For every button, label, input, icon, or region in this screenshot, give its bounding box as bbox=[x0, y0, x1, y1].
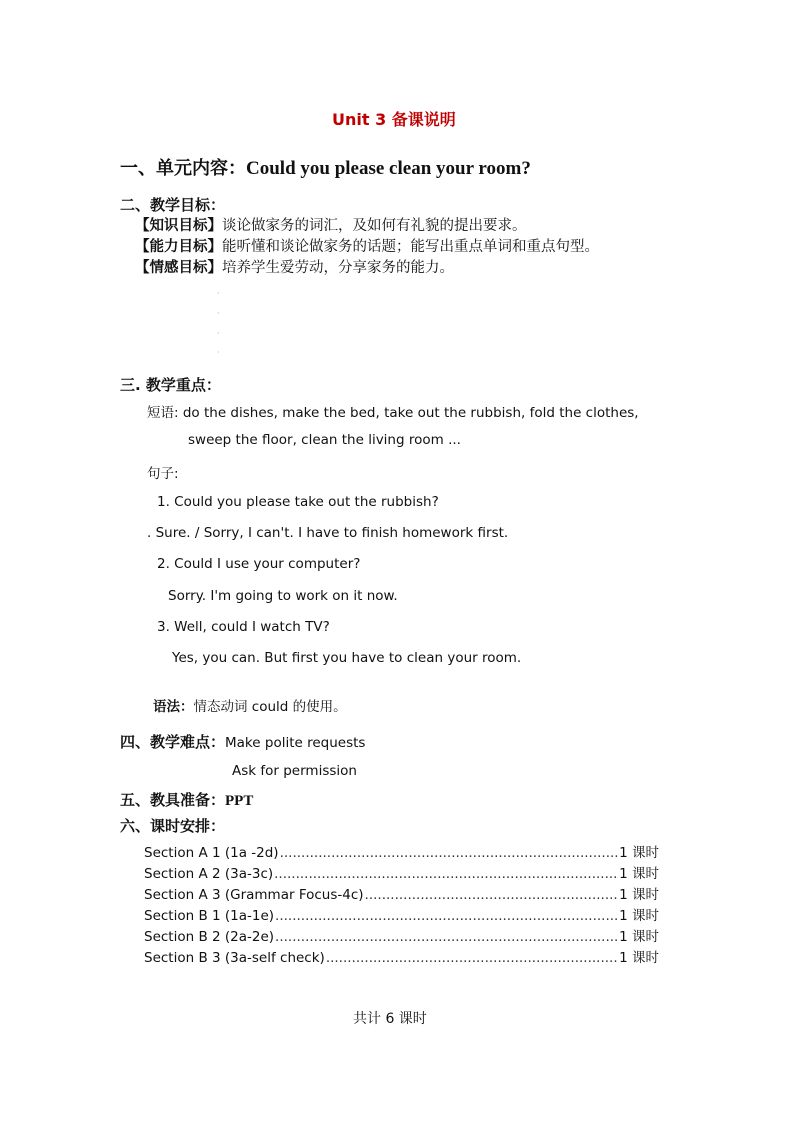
grammar-line bbox=[153, 695, 347, 715]
dot-leader bbox=[365, 887, 619, 903]
schedule-section-name: Section B 1 (1a-1e) bbox=[144, 908, 275, 924]
objective-text: 谈论做家务的词汇，及如何有礼貌的提出要求。 bbox=[222, 218, 527, 234]
dot-leader bbox=[326, 950, 618, 966]
schedule-hours: 1 课时 bbox=[619, 929, 659, 945]
phrases-line bbox=[147, 401, 639, 421]
schedule-hours: 1 课时 bbox=[619, 908, 659, 924]
section-key-points-heading: 三. 教学重点： bbox=[120, 376, 221, 394]
total-hours: 共计 6 课时 bbox=[353, 1011, 427, 1027]
section-schedule-heading: 六、课时安排： bbox=[120, 817, 226, 835]
schedule-section-name: Section A 3 (Grammar Focus-4c) bbox=[144, 887, 364, 903]
section-unit-content bbox=[120, 154, 531, 180]
phrases-text: do the dishes, make the bed, take out the rubbish, fold the clothes, bbox=[182, 405, 639, 421]
sentence-item: 1. Could you please take out the rubbish? bbox=[157, 494, 439, 510]
section-unit-content-heading: 一、单元内容： bbox=[120, 158, 246, 179]
objective-emotion bbox=[135, 256, 454, 277]
grammar-label: 语法： bbox=[153, 699, 194, 715]
sentence-item: . Sure. / Sorry, I can't. I have to finish homework first. bbox=[147, 525, 509, 541]
schedule-row bbox=[144, 946, 659, 966]
section-materials bbox=[120, 789, 253, 810]
schedule-row bbox=[144, 883, 659, 903]
phrases-label: 短语: bbox=[147, 405, 179, 421]
schedule-row bbox=[144, 862, 659, 882]
difficulty-line-1: Make polite requests bbox=[225, 735, 366, 751]
objective-text: 能听懂和谈论做家务的话题；能写出重点单词和重点句型。 bbox=[222, 239, 599, 255]
decorative-dot: · bbox=[217, 329, 220, 338]
dot-leader bbox=[275, 908, 618, 924]
decorative-dot: · bbox=[217, 348, 220, 357]
document-title: Unit 3 备课说明 bbox=[332, 110, 456, 129]
objective-label: 【情感目标】 bbox=[135, 260, 222, 276]
sentence-item: Yes, you can. But first you have to clean your room. bbox=[172, 650, 522, 666]
sentences-label: 句子: bbox=[147, 466, 179, 482]
section-materials-heading: 五、教具准备： bbox=[120, 791, 226, 809]
schedule-hours: 1 课时 bbox=[619, 950, 659, 966]
decorative-dot: · bbox=[217, 309, 220, 318]
section-teaching-goals-heading: 二、教学目标： bbox=[120, 196, 226, 214]
section-difficulties bbox=[120, 731, 365, 752]
schedule-row bbox=[144, 904, 659, 924]
schedule-section-name: Section A 2 (3a-3c) bbox=[144, 866, 274, 882]
decorative-dot: · bbox=[217, 289, 220, 298]
dot-leader bbox=[275, 929, 618, 945]
sentence-item: 3. Well, could I watch TV? bbox=[157, 619, 330, 635]
objective-text: 培养学生爱劳动，分享家务的能力。 bbox=[222, 260, 454, 276]
schedule-section-name: Section B 3 (3a-self check) bbox=[144, 950, 325, 966]
schedule-section-name: Section A 1 (1a -2d) bbox=[144, 845, 279, 861]
objective-label: 【能力目标】 bbox=[135, 239, 222, 255]
schedule-hours: 1 课时 bbox=[619, 887, 659, 903]
materials-text: PPT bbox=[225, 793, 254, 809]
schedule-row bbox=[144, 925, 659, 945]
objective-label: 【知识目标】 bbox=[135, 218, 222, 234]
difficulty-line-2: Ask for permission bbox=[232, 763, 357, 779]
unit-content-text: Could you please clean your room? bbox=[246, 158, 531, 179]
schedule-hours: 1 课时 bbox=[619, 845, 659, 861]
section-difficulties-heading: 四、教学难点： bbox=[120, 733, 226, 751]
sentence-item: 2. Could I use your computer? bbox=[157, 556, 361, 572]
grammar-text: 情态动词 could 的使用。 bbox=[193, 699, 347, 715]
sentence-item: Sorry. I'm going to work on it now. bbox=[168, 588, 398, 604]
schedule-hours: 1 课时 bbox=[619, 866, 659, 882]
objective-knowledge bbox=[135, 214, 527, 235]
schedule-row bbox=[144, 841, 659, 861]
phrases-line-2: sweep the floor, clean the living room ... bbox=[188, 432, 461, 448]
dot-leader bbox=[274, 866, 618, 882]
dot-leader bbox=[280, 845, 619, 861]
objective-ability bbox=[135, 235, 599, 256]
schedule-section-name: Section B 2 (2a-2e) bbox=[144, 929, 275, 945]
